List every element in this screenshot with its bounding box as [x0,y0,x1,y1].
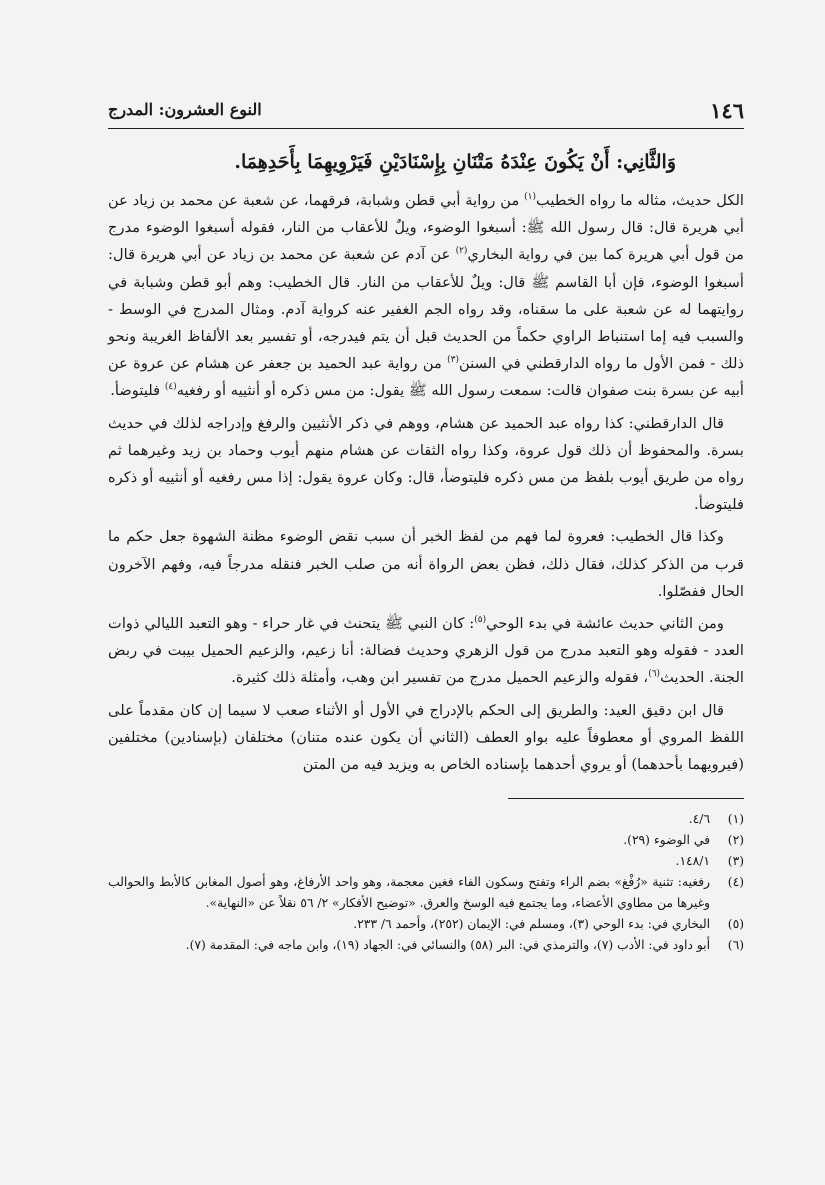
main-text [108,187,744,778]
footnotes [108,809,744,956]
footnote-text: ٤/٦. [688,812,710,827]
paragraph-text: وكذا قال الخطيب: فعروة لما فهم من لفظ الخبر أن سبب نقض الوضوء مظنة الشهوة جعل حكم ما قرب من الذكر كذلك، فقال ذلك، فظن بعض الرواة أنه من صلب الخبر فنقله مدرجاً فيه، وفهم الآخرون الحال ففصّلوا. [108,528,744,600]
footnote-number: (٢) [727,833,744,848]
footnote-reference: (٢) [455,246,468,257]
page-header [108,92,744,129]
footnote [108,935,744,956]
paragraph-text: فليتوضأ. [110,382,165,400]
paragraph [108,187,744,405]
footnote [108,914,744,935]
footnote-number: (٦) [727,938,744,953]
paragraph-text: عن آدم عن شعبة عن محمد بن زياد عن أبي هريرة قال: أسبغوا الوضوء، فإن أبا القاسم ﷺ قال: ويلٌ للأعقاب من النار. قال الخطيب: وهم أبو قطن وشبابة في روايتهما له عن شعبة على ما سقناه، وقد رواه الجم الغفير عنه كرواية آدم. ومثال المدرج في الوسط - والسبب فيه إما استنباط الراوي حكماً من الحديث قبل أن يتم فيدرجه، أو تفسير بعد الألفاظ الغريبة ونحو ذلك - فمن الأول ما رواه الدارقطني في السنن [108,246,744,373]
paragraph-text: ، فقوله والزعيم الحميل مدرج من تفسير ابن وهب، وأمثلة ذلك كثيرة. [231,669,649,687]
footnote [108,830,744,851]
footnote-text: في الوضوء (٢٩). [623,833,710,848]
footnote [108,809,744,830]
paragraph-text: الكل حديث، مثاله ما رواه الخطيب [535,192,744,209]
footnote-text: ١٤٨/١. [675,854,710,869]
footnote-number: (٣) [727,854,744,869]
footnote-reference: (٣) [447,355,459,366]
footnote-reference: (٦) [648,669,661,680]
paragraph-text: من رواية أبي قطن وشبابة، فرقهما، عن شعبة عن محمد بن زياد عن أبي هريرة قال: قال رسول الله ﷺ: أسبغوا الوضوء، ويلٌ للأعقاب من النار، فقوله أسبغوا الوضوء مدرج من قول أبي هريرة كما بين في رواية البخاري [108,192,744,264]
footnote-number: (٤) [727,875,744,890]
footnote-text: البخاري في: بدء الوحي (٣)، ومسلم في: الإيمان (٢٥٢)، وأحمد ٦/ ٢٣٣. [353,917,710,932]
footnote-reference: (١) [524,192,536,203]
paragraph [108,523,744,605]
footnote-number: (١) [727,812,744,827]
paragraph-text: : كان النبي ﷺ يتحنث في غار حراء - وهو التعبد الليالي ذوات العدد - فقوله وهو التعبد مدرج من قول الزهري وحديث فضالة: أنا زعيم، والزعيم الحميل بيبت في ربض الجنة. الحديث [108,615,744,687]
footnote-number: (٥) [727,917,744,932]
footnote [108,851,744,872]
paragraph [108,697,744,779]
book-page [108,92,744,1162]
paragraph-text: من رواية عبد الحميد بن جعفر عن هشام عن عروة عن أبيه عن بسرة بنت صفوان قالت: سمعت رسول الله ﷺ يقول: من مس ذكره أو أنثييه أو رفغيه [108,355,744,400]
paragraph-text: قال ابن دقيق العيد: والطريق إلى الحكم بالإدراج في الأول أو الأثناء صعب لا سيما إن كان مقدماً على اللفظ المروي أو معطوفاً عليه بواو العطف (الثاني أن يكون عنده متنان) مختلفان (بإسنادين) مختلفين (فيرويهما بأحدهما) أو يروي أحدهما بإسناده الخاص به ويزيد فيه من المتن [108,701,744,774]
paragraph [108,410,744,519]
footnote-text: أبو داود في: الأدب (٧)، والترمذي في: البر (٥٨) والنسائي في: الجهاد (١٩)، وابن ماجه في: المقدمة (٧). [185,938,710,953]
page-number: ١٤٦ [710,98,744,123]
paragraph [108,610,744,692]
section-heading: وَالثَّانِي: أَنْ يَكُونَ عِنْدَهُ مَتْنَانِ بِإِسْنَادَيْنِ فَيَرْوِيهِمَا بِأَحَدِهِمَا. [234,151,676,173]
footnote-reference: (٥) [474,615,487,626]
footnote-divider [508,798,744,799]
footnote [108,872,744,914]
paragraph-text: قال الدارقطني: كذا رواه عبد الحميد عن هشام، ووهم في ذكر الأنثيين والرفغ وإدراجه لذلك في حديث بسرة. والمحفوظ أن ذلك قول عروة، وكذا رواه الثقات عن هشام منهم أيوب وحماد بن زيد وغيرهما ثم رواه من طريق أيوب بلفظ من مس ذكره فليتوضأ، قال: وكان عروة يقول: إذا مس رفغيه أو أنثييه أو ذكره فليتوضأ. [108,414,744,514]
footnote-reference: (٤) [164,382,177,393]
paragraph-text: ومن الثاني حديث عائشة في بدء الوحي [486,615,725,633]
running-title: النوع العشرون: المدرج [108,100,262,119]
footnote-text: رفغيه: تثنية «رُفْغ» بضم الراء وتفتح وسكون الفاء فغين معجمة، وهو واحد الأرفاغ، وهو أصول المغابن كالأبط والحوالب وغيرها من مطاوي الأعضاء، وما يجتمع فيه الوسخ والعرق. «توضيح الأفكار» ٢/ ٥٦ نقلاً عن «النهاية». [108,875,710,911]
